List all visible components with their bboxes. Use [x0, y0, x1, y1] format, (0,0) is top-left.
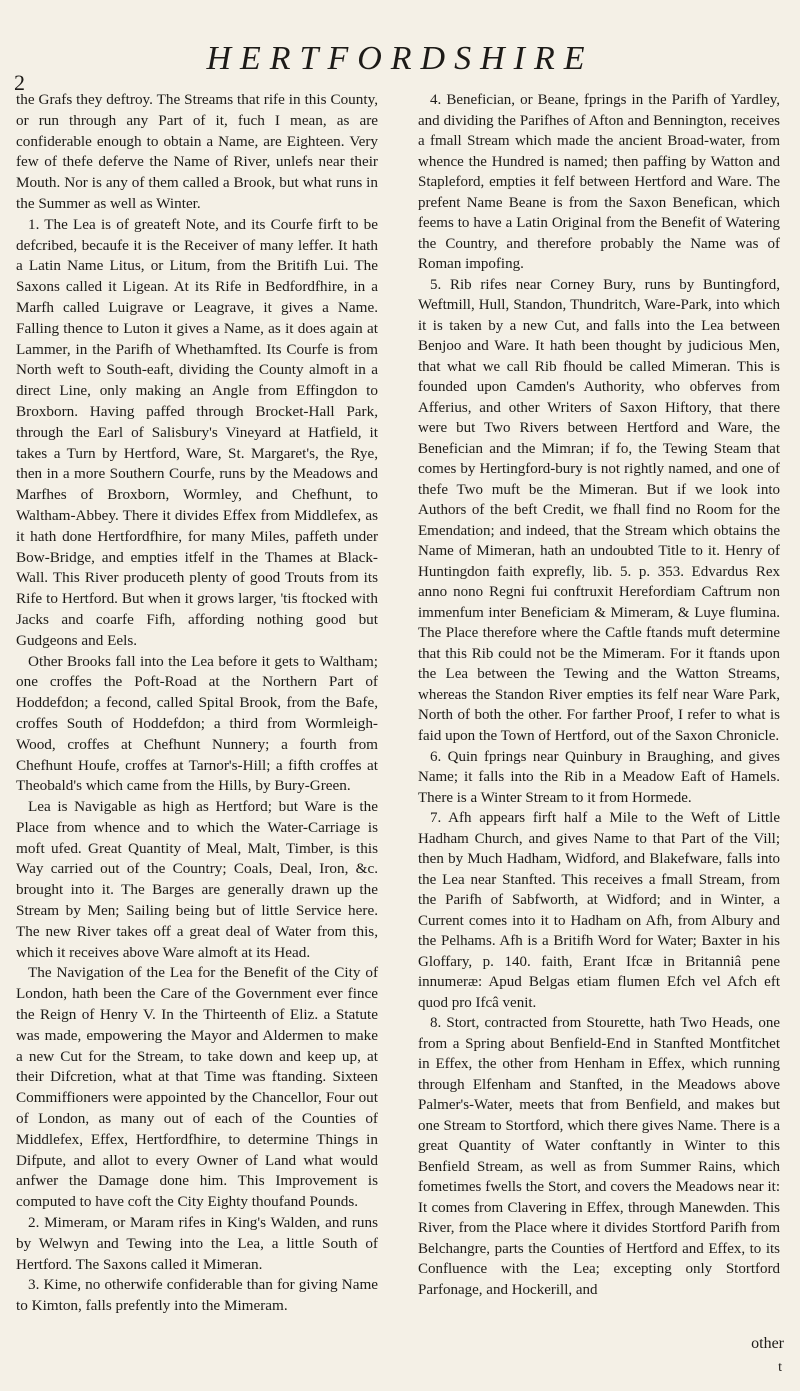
paragraph-brooks: Other Brooks fall into the Lea before it gets to Waltham; one croffes the Poft-Road at the Northern Part of Hoddefdon; a fecond, called Spital Brook, from the Bafe, croffes South of Hoddefdon; a third from Wormleigh-Wood, croffes at Chefhunt Nunnery; a fourth from Chefhunt Houfe, croffes at Tarnor's-Hill; a fifth croffes at Theobald's which came from the Hills, by Bury-Green.	[16, 652, 378, 795]
paragraph-navigation: The Navigation of the Lea for the Benefit of the City of London, hath been the Care of the Government ever fince the Reign of Henry V. In the Thirteenth of Eliz. a Statute was made, empowering the Mayor and Aldermen to make a new Cut for the Stream, to take down and keep up, at their Difcretion, what at that Time was ftanding. Sixteen Commiffioners were appointed by the Chancellor, Four out of London, as many out of each of the Counties of Middlefex, Effex, Hertfordfhire, to determine Things in Difpute, and allot to every Owner of Land what would anfwer the Damage done him. This Improvement is computed to have coft the City Eighty thoufand Pounds.	[16, 964, 378, 1211]
paragraph-ash: 7. Afh appears firft half a Mile to the Weft of Little Hadham Church, and gives Name to that Part of the Vill; then by Much Hadham, Widford, and Blakefware, falls into the Lea near Stanfted. This receives a fmall Stream, from the Parifh of Sabfworth, at Widford; and in Winter, a Current comes into it to Hadham on Afh, from Albury and the Pelhams. Afh is a Britifh Word for Water; Baxter in his Gloffary, p. 140. faith, Erant Ifcæ in Britanniâ pene innumeræ: Apud Belgas etiam flumen Efch vel Afch eft quod pro Ifcâ venit.	[418, 810, 780, 1011]
signature-mark: t	[778, 1360, 782, 1375]
paragraph-quin: 6. Quin fprings near Quinbury in Braughing, and gives Name; it falls into the Rib in a Meadow Eaft of Hamels. There is a Winter Stream to it from Hormede.	[418, 748, 780, 806]
page-number: 2	[14, 70, 25, 95]
paragraph-navigable: Lea is Navigable as high as Hertford; but Ware is the Place from whence and to which the Water-Carriage is moft ufed. Great Quantity of Meal, Malt, Timber, is this Way carried out of the Country; Coals, Deal, Iron, &c. brought into it. The Barges are generally drawn up the Stream by Men; Sailing being but of little Service here. The new River takes off a great deal of Water from this, which it receives above Ware almoft at its Head.	[16, 798, 378, 961]
paragraph: the Grafs they deftroy. The Streams that rife in this County, or run through any Part of it, fuch I mean, as are confiderable enough to obtain a Name, are Eighteen. Very few of thefe deferve the Name of River, unlefs near their Mouth. Nor is any of them called a Brook, but what runs in the Summer as well as Winter.	[16, 91, 378, 212]
paragraph-lea: 1. The Lea is of greateft Note, and its Courfe firft to be defcribed, becaufe it is the Receiver of many leffer. It hath a Latin Name Litus, or Litum, from the Britifh Lui. The Saxons called it Ligean. At its Rife in Bedfordfhire, in a Marfh called Luigrave or Leagrave, it gives a Name. Falling thence to Luton it gives a Name, as it does again at Lammer, in the Parifh of Whethamfted. Its Courfe is from North weft to South-eaft, dividing the County almoft in a direct Line, only making an Angle from Effingdon to Broxborn. Having paffed through Brocket-Hall Park, through the Earl of Salisbury's Vineyard at Hatfield, it takes a Turn by Hertford, Ware, St. Margaret's, the Rye, then in a more Southern Courfe, runs by the Meadows and Marfhes of Broxborn, Wormley, and Chefhunt, to Waltham-Abbey. There it divides Effex from Middlefex, as it hath done Hertfordfhire, for many Miles, paffeth under Bow-Bridge, and empties itfelf in the Thames at Black-Wall. This River produceth plenty of good Trouts from its Rife to Hertford. But when it grows larger, 'tis ftocked with Jacks and coarfe Fifh, affording nothing good but Gudgeons and Eels.	[16, 215, 378, 649]
paragraph-rib: 5. Rib rifes near Corney Bury, runs by Buntingford, Weftmill, Hull, Standon, Thundritch, Ware-Park, into which it is taken by a new Cut, and falls into the Lea between Benjoo and Ware. It hath been thought by judicious Men, that what we call Rib fhould be called Mimeran. This is founded upon Camden's Authority, who obferves from Afferius, and other Writers of Saxon Hiftory, that there were but Two Rivers between Hertford and Ware, the Benefician and the Mimran; if fo, the Tewing Steam that comes by Hertingford-bury is not rightly named, and one of thefe Two muft be the Mimeran. But if we look into Authors of the beft Credit, we fhall find no Room for the Emendation; and indeed, that the Stream which obtains the Name of Mimeran, hath an undoubted Title to it. Henry of Huntingdon faith exprefly, lib. 5. p. 353. Edvardus Rex anno nono Regni fui conftruxit Herefordiam Caftrum non immenfum inter Beneficiam & Mimeram, & Luye flumina. The Place therefore where the Caftle ftands muft determine that this Rib could not be the Mimeram. For it ftands upon the Lea between the Tewing and the Watton Streams, whereas the Standon River empties its felf near Ware Park, North of both the other. For farther Proof, I refer to what is faid upon the Town of Hertford, out of the Saxon Chronicle.	[418, 276, 780, 744]
running-title: HERTFORDSHIRE	[206, 40, 594, 77]
paragraph-benefician: 4. Benefician, or Beane, fprings in the Parifh of Yardley, and dividing the Parifhes of Afton and Bennington, receives a fmall Stream which made the ancient Broad-water, from whence the Hundred is named; then paffing by Watton and Stapleford, empties it felf between Hertford and Ware. The prefent Name Beane is from the Saxon Benefican, which feems to have a Latin Original from the Benefit of Watering the Country, and therefore probably the Name was of Roman impofing.	[418, 92, 780, 273]
paragraph-stort: 8. Stort, contracted from Stourette, hath Two Heads, one from a Spring about Benfield-End in Stanfted Montfitchet in Effex, the other from Henham in Effex, which running through Elfenham and Stanfted, in the Meadows above Palmer's-Water, meets that from Benfield, and makes but one Stream to Stortford, which there gives Name. There is a great Quantity of Water conftantly in Winter to this Benfield Stream, as well as from Summer Rains, which fometimes fwells the Stort, and covers the Meadows near it: It comes from Clavering in Effex, through Manewden. This River, from the Place where it divides Stortford Parifh from Belchangre, parts the Counties of Hertford and Effex, to its Confluence with the Lea; excepting only Stortford Parfonage, and Hockerill, and	[418, 1015, 780, 1298]
paragraph-kime: 3. Kime, no otherwife confiderable than for giving Name to Kimton, falls prefently into the Mimeram.	[16, 1276, 378, 1315]
catchword: other	[751, 1335, 784, 1352]
left-column	[16, 90, 378, 1317]
paragraph-mimeram: 2. Mimeram, or Maram rifes in King's Walden, and runs by Welwyn and Tewing into the Lea, a little South of Hertford. The Saxons called it Mimeran.	[16, 1214, 378, 1273]
right-column	[418, 90, 780, 1300]
